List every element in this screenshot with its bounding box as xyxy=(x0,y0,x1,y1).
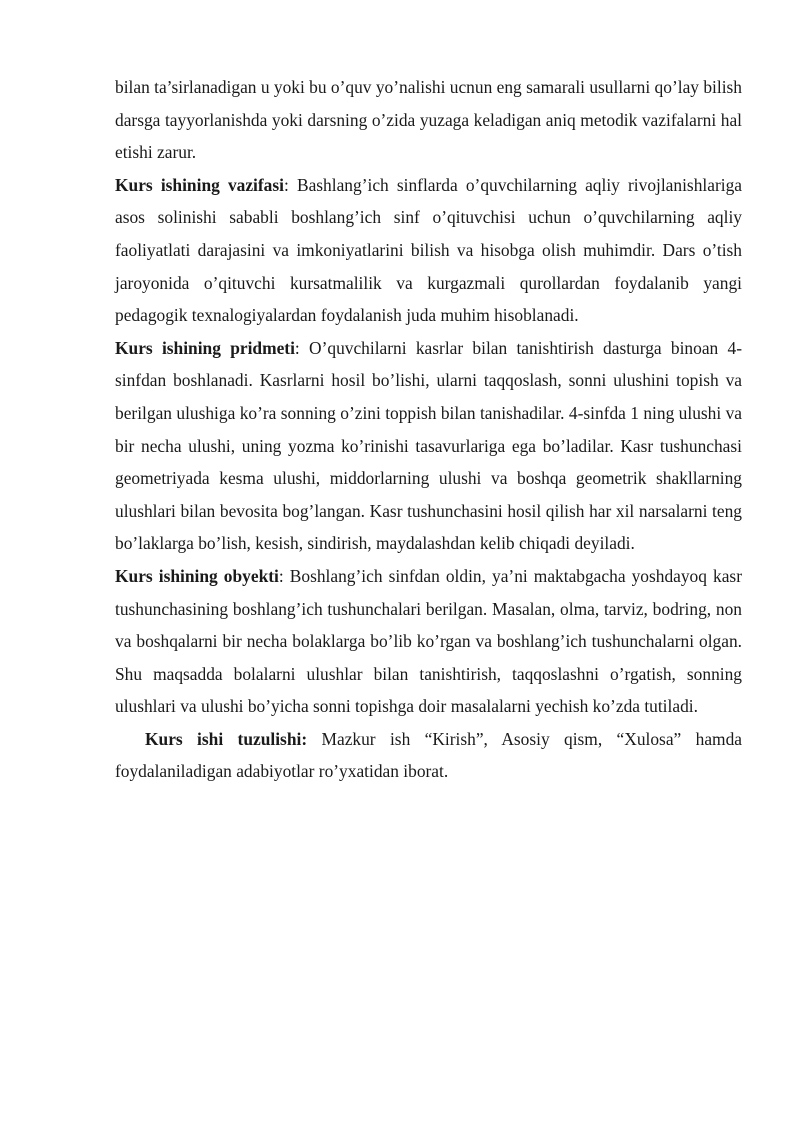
section-heading-tuzulishi: Kurs ishi tuzulishi: xyxy=(145,728,308,749)
paragraph-text: Mazkur ish “Kirish”, Asosiy qism, “Xulosa” hamda foydalaniladigan adabiyotlar ro’yxatidan iborat. xyxy=(115,728,742,782)
paragraph-tuzulishi xyxy=(115,723,742,788)
heading-separator: : xyxy=(283,174,297,195)
heading-separator xyxy=(307,729,321,749)
heading-separator: : xyxy=(278,565,290,586)
paragraph-text: Boshlang’ich sinfdan oldin, ya’ni maktabgacha yoshdayoq kasr tushunchasining boshlang’ich tushunchalari berilgan. Masalan, olma, tarviz, bodring, non va boshqalarni bir necha bolaklarga bo’lib ko’rgan va boshlang’ich tushunchalarni olgan. Shu maqsadda bolalarni ulushlar bilan tanishtirish, taqqoslashni o’rgatish, sonning ulushlari va ulushi bo’yicha sonni topishga doir masalalarni yechish ko’zda tutiladi. xyxy=(115,565,742,717)
paragraph-intro-continuation xyxy=(115,71,742,169)
section-heading-pridmeti: Kurs ishining pridmeti xyxy=(115,337,295,358)
document-body xyxy=(115,71,742,788)
paragraph-vazifasi xyxy=(115,169,742,332)
paragraph-text: O’quvchilarni kasrlar bilan tanishtirish dasturga binoan 4-sinfdan boshlanadi. Kasrlarni hosil bo’lishi, ularni taqqoslash, sonni ulushini topish va berilgan ulushiga ko’ra sonning o’zini toppish bilan tanishadilar. 4-sinfda 1 ning ulushi va bir necha ulushi, uning yozma ko’rinishi tasavurlariga ega bo’ladilar. Kasr tushunchasi geometriyada kesma ulushi, middorlarning ulushi va boshqa geometrik shakllarning ulushlari bilan bevosita bog’langan. Kasr tushunchasini hosil qilish har xil narsalarni teng bo’laklarga bo’lish, kesish, sindirish, maydalashdan kelib chiqadi deyiladi. xyxy=(115,337,742,554)
paragraph-pridmeti xyxy=(115,332,742,560)
paragraph-obyekti xyxy=(115,560,742,723)
paragraph-text: Bashlang’ich sinflarda o’quvchilarning aqliy rivojlanishlariga asos solinishi sababli boshlang’ich sinf o’qituvchisi uchun o’quvchilarning aqliy faoliyatlati darajasini va imkoniyatlarini bilish va hisobga olish muhimdir. Dars o’tish jaroyonida o’qituvchi kursatmalilik va kurgazmali qurollardan foydalanib yangi pedagogik texnalogiyalardan foydalanish juda muhim hisoblanadi. xyxy=(115,174,742,326)
section-heading-obyekti: Kurs ishining obyekti xyxy=(115,565,279,586)
section-heading-vazifasi: Kurs ishining vazifasi xyxy=(115,174,284,195)
paragraph-text: bilan ta’sirlanadigan u yoki bu o’quv yo’nalishi ucnun eng samarali usullarni qo’lay bilish darsga tayyorlanishda yoki darsning o’zida yuzaga keladigan aniq metodik vazifalarni hal etishi zarur. xyxy=(115,77,742,163)
heading-separator: : xyxy=(294,337,310,358)
